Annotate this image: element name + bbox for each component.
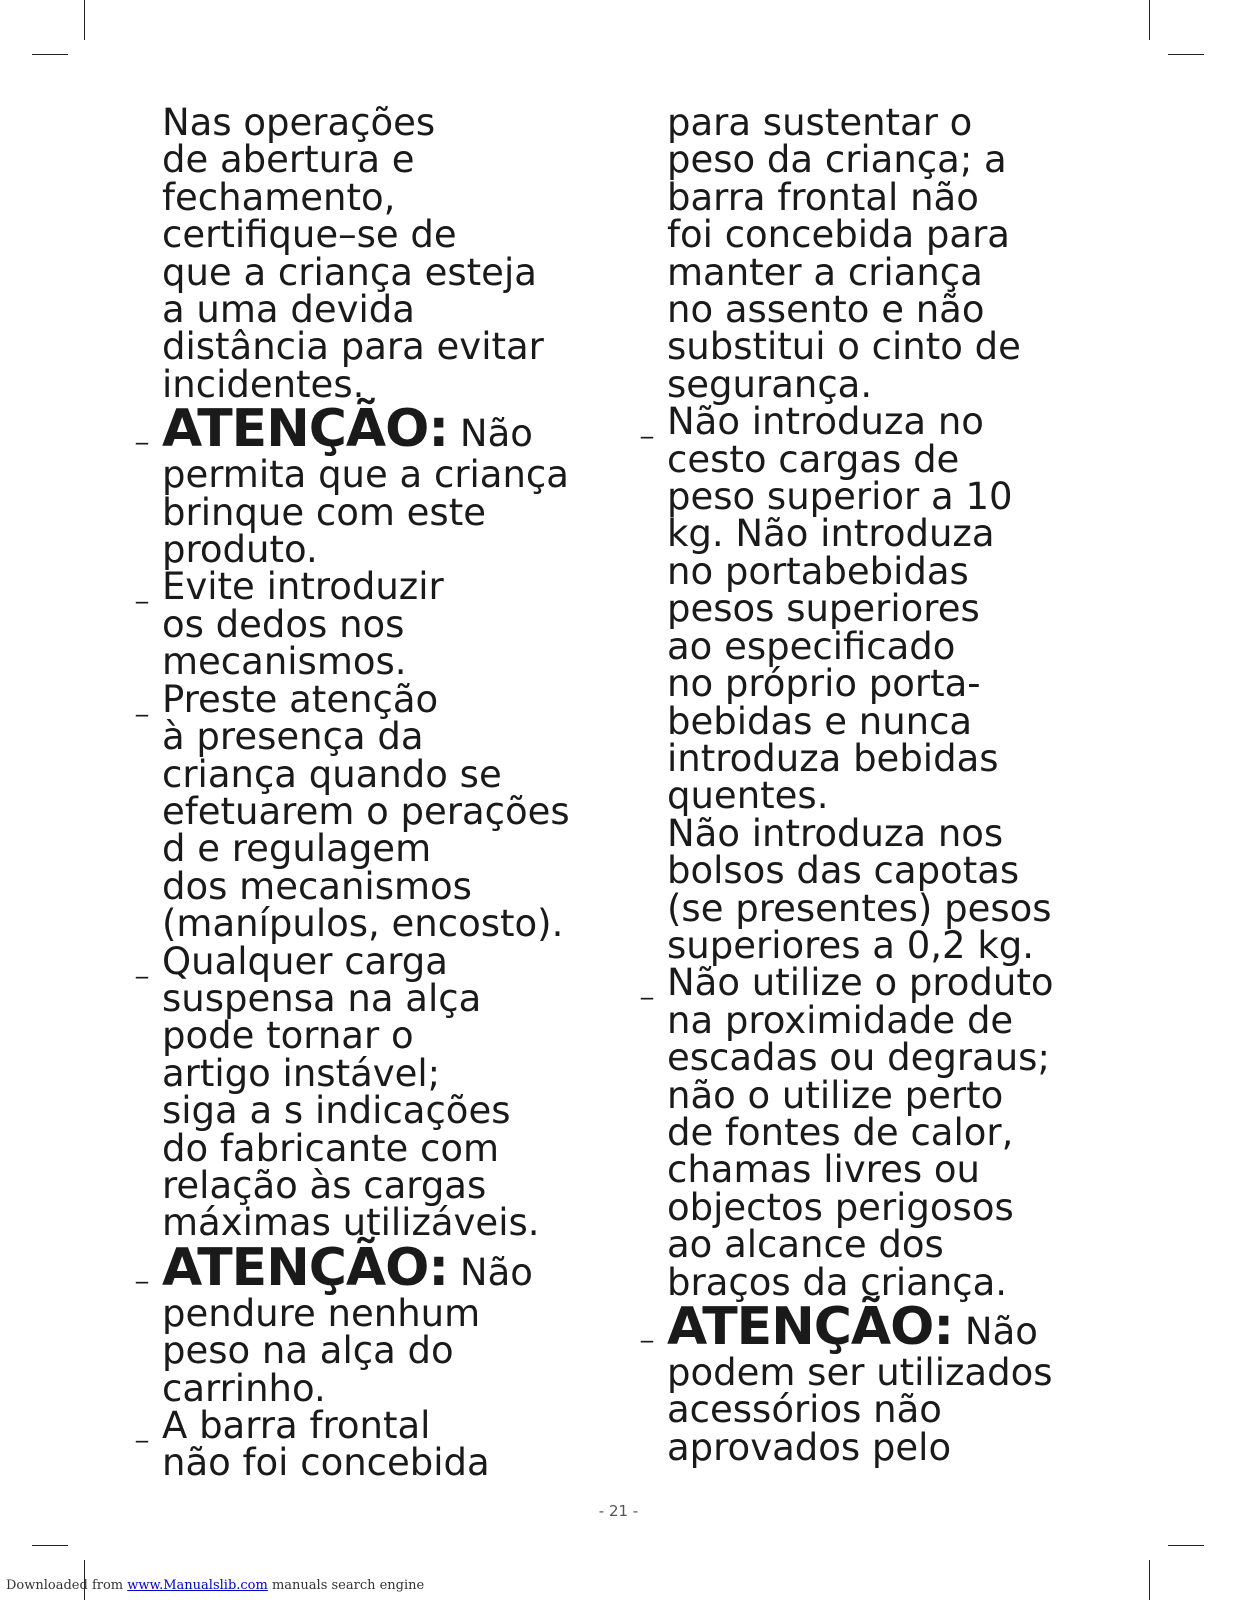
- warning-paragraph: [136, 399, 622, 572]
- paragraph-text: para sustentar o peso da criança; a barra frontal não foi concebida para manter a criança no assento e não substitui o cinto de segurança.: [667, 101, 1021, 406]
- warning-paragraph: [641, 1297, 1137, 1469]
- paragraph: [136, 565, 622, 684]
- warning-line: [162, 1237, 622, 1298]
- bullet-dash: _: [136, 1415, 148, 1443]
- paragraph-text: Nas operações de abertura e fechamento, certifique–se de que a criança esteja a uma devida distância para evitar incidentes.: [162, 101, 544, 406]
- warning-text: Não: [953, 1310, 1038, 1353]
- bullet-dash: _: [136, 688, 148, 717]
- bullet-dash: _: [136, 576, 148, 605]
- paragraph-text: A barra frontal não foi concebida: [162, 1404, 490, 1485]
- crop-mark: [32, 54, 68, 55]
- warning-label: ATENÇÃO:: [162, 399, 449, 460]
- paragraph: [641, 400, 1137, 967]
- bullet-dash: _: [136, 417, 148, 446]
- paragraph: [136, 939, 622, 1245]
- bullet-dash: _: [641, 411, 653, 440]
- paragraph: [641, 961, 1137, 1304]
- paragraph-text: podem ser utilizados acessórios não aprovados pelo: [667, 1351, 1053, 1469]
- paragraph-text: Qualquer carga suspensa na alça pode tornar o artigo instável; siga a s indicações do fabricante com relação às cargas máximas utilizáveis.: [162, 939, 540, 1245]
- crop-mark: [1149, 1560, 1150, 1600]
- paragraph: [136, 1404, 622, 1485]
- crop-mark: [1168, 54, 1204, 55]
- footer-suffix: manuals search engine: [267, 1578, 425, 1593]
- warning-text: Não: [448, 1250, 533, 1294]
- paragraph: [162, 101, 622, 406]
- right-column: [641, 101, 1137, 1469]
- bullet-dash: _: [641, 1315, 653, 1343]
- bullet-dash: _: [136, 950, 148, 979]
- warning-label: ATENÇÃO:: [162, 1237, 449, 1298]
- warning-paragraph: [136, 1237, 622, 1410]
- paragraph-text: pendure nenhum peso na alça do carrinho.: [162, 1291, 481, 1410]
- paragraph: [667, 101, 1137, 406]
- manualslib-link[interactable]: www.Manualslib.com: [127, 1578, 268, 1593]
- crop-mark: [84, 0, 85, 40]
- paragraph-text: Não introduza no cesto cargas de peso superior a 10 kg. Não introduza no portabebidas pesos superiores ao especificado no próprio porta- bebidas e nunca introduza bebidas quentes. Não introduza nos bolsos das capotas (se presentes) pesos superiores a 0,2 kg.: [667, 400, 1052, 967]
- paragraph-text: Preste atenção à presença da criança quando se efetuarem o perações d e regulagem dos mecanismos (manípulos, encosto).: [162, 677, 570, 946]
- paragraph: [136, 677, 622, 946]
- warning-label: ATENÇÃO:: [667, 1297, 954, 1357]
- left-column: [136, 101, 622, 1485]
- warning-text: Não: [448, 412, 533, 456]
- crop-mark: [32, 1545, 68, 1546]
- footer-prefix: Downloaded from: [6, 1578, 128, 1593]
- page-number: - 21 -: [598, 1502, 639, 1520]
- crop-mark: [1168, 1545, 1204, 1546]
- crop-mark: [1149, 0, 1150, 40]
- bullet-dash: _: [136, 1255, 148, 1284]
- warning-line: [667, 1297, 1137, 1357]
- bullet-dash: _: [641, 972, 653, 1001]
- paragraph-text: Evite introduzir os dedos nos mecanismos.: [162, 565, 444, 684]
- paragraph-text: permita que a criança brinque com este produto.: [162, 453, 569, 572]
- paragraph-text: Não utilize o produto na proximidade de escadas ou degraus; não o utilize perto de fontes de calor, chamas livres ou objectos perigosos ao alcance dos braços da criança.: [667, 961, 1054, 1304]
- warning-line: [162, 399, 622, 460]
- footer: [6, 1578, 424, 1593]
